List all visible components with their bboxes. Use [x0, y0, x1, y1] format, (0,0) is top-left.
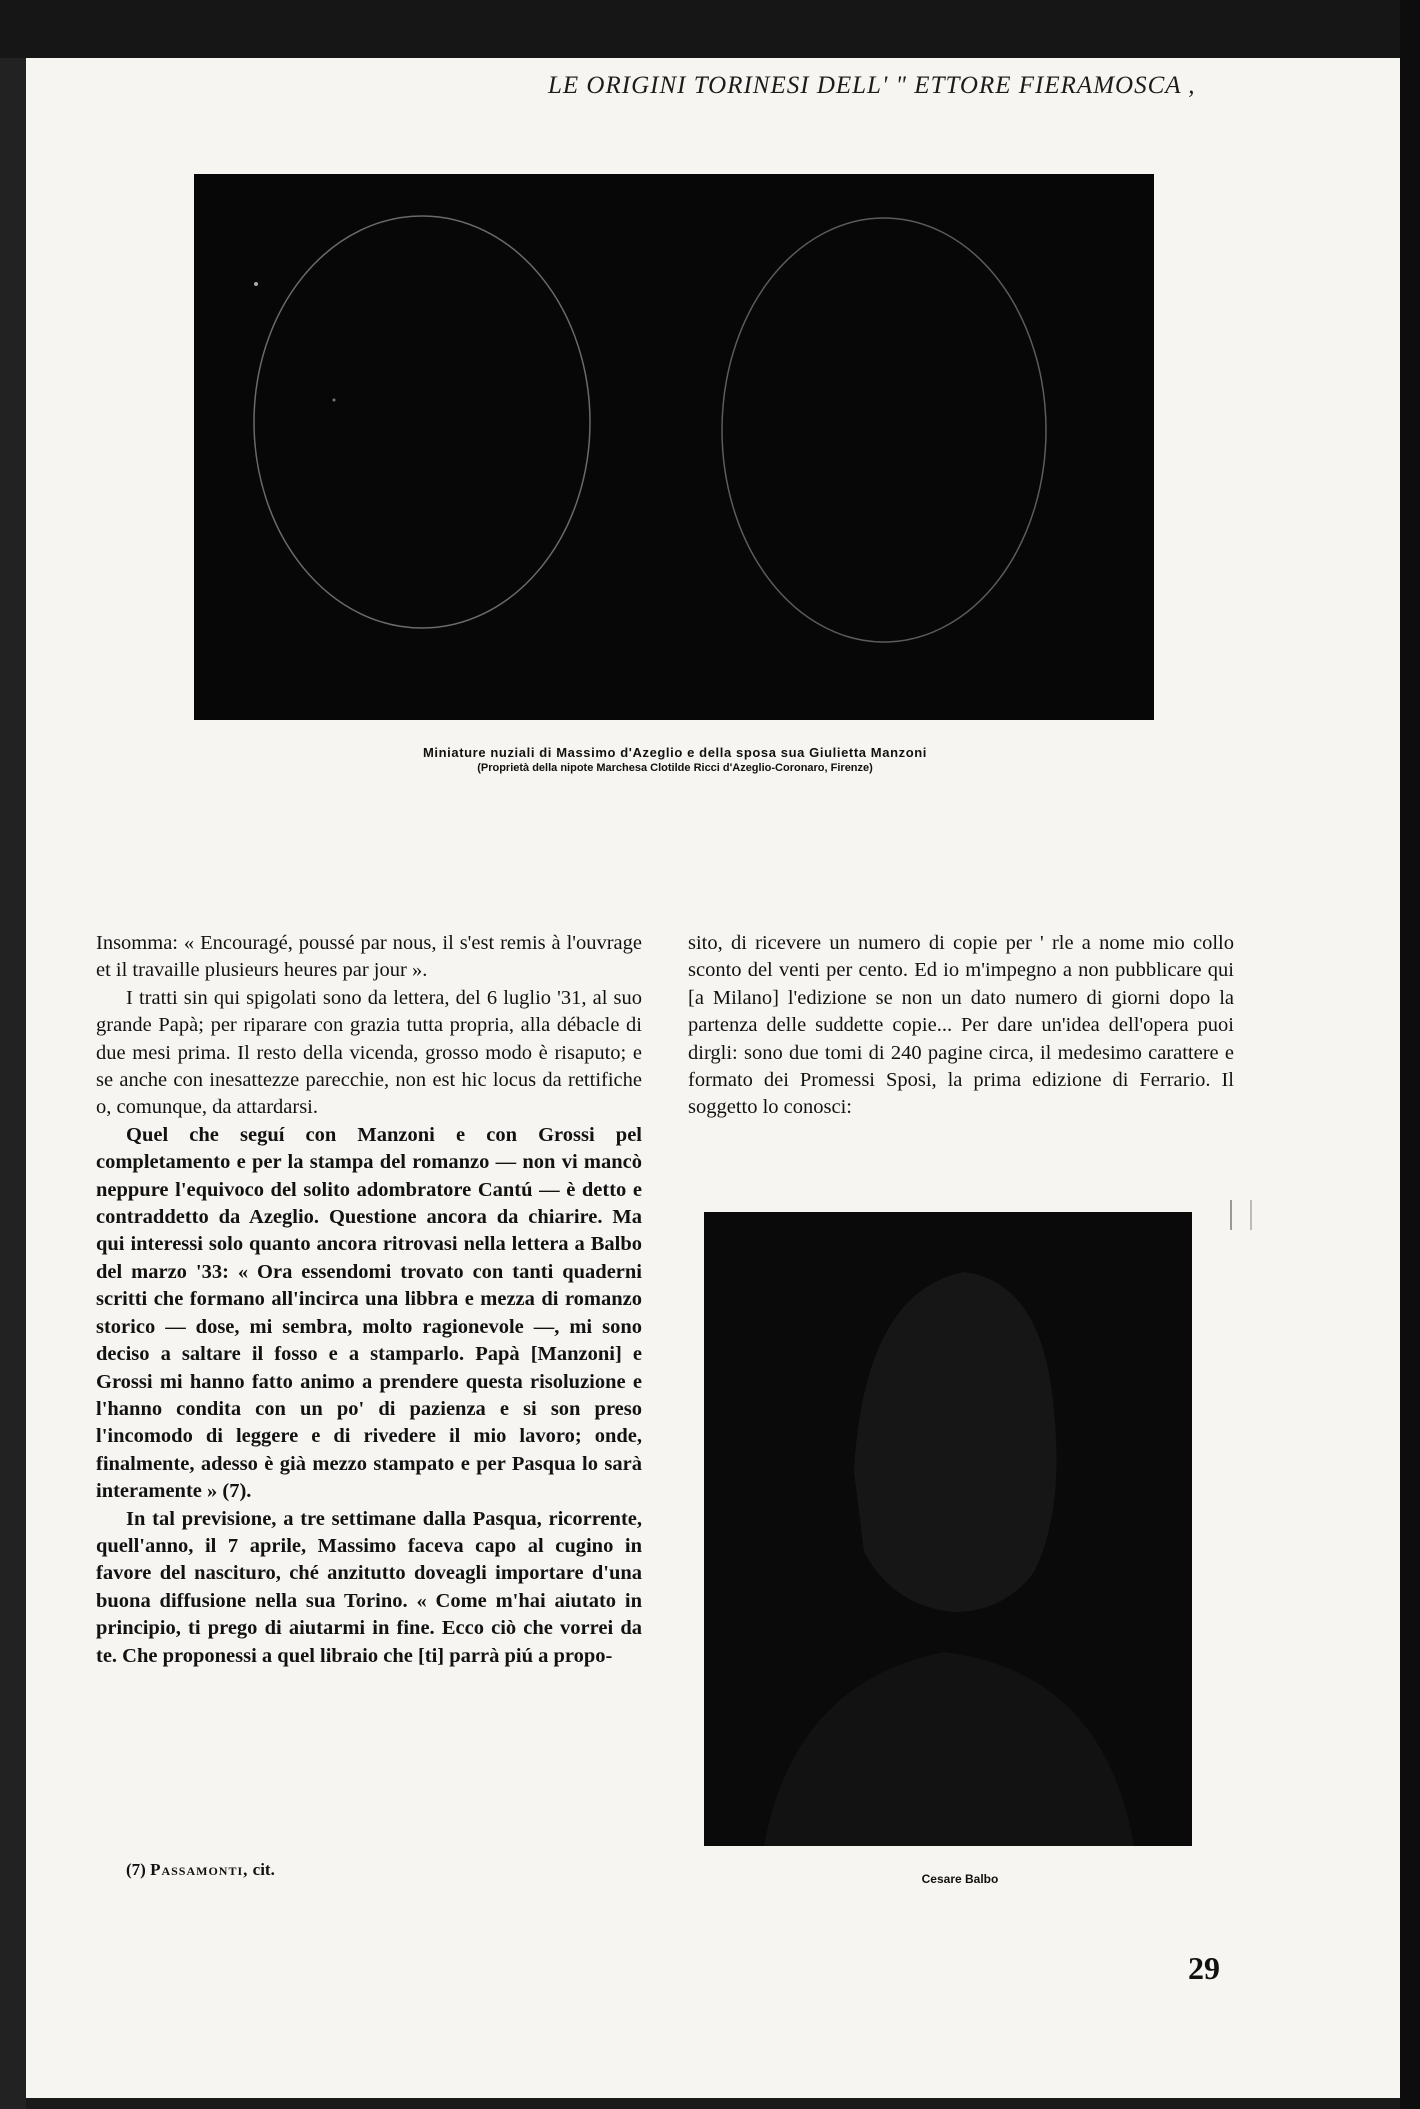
paragraph-continuation: sito, di ricevere un numero di copie per ' rle a nome mio collo sconto del venti per cento. Ed io m'impegno a non pubblicare qui [a Milano] l'edizione se non un dato numero di giorni dopo la partenza delle suddette copie... Per dare un'idea dell'opera puoi dirgli: sono due tomi di 240 pagine circa, il medesimo carattere e formato dei Promessi Sposi, la prima edizione di Ferrario. Il soggetto lo conosci:	[688, 932, 1234, 1119]
cesare-balbo-portrait	[704, 1212, 1192, 1846]
miniatures-caption	[180, 745, 1170, 774]
portrait-silhouette-icon	[704, 1212, 1192, 1846]
paragraph-3: Quel che seguí con Manzoni e con Grossi pel completamento e per la stampa del romanzo — non vi mancò neppure l'equivoco del solito adombratore Cantú — è detto e contraddetto da Azeglio. Questione ancora da chiarire. Ma qui interessi solo quanto ancora ritrovasi nella lettera a Balbo del marzo '33: « Ora essendomi trovato con tanti quaderni scritti che formano all'incirca una libbra e mezza di romanzo storico — dose, mi sembra, molto ragionevole —, mi sono deciso a saltare il fosso e a stamparlo. Papà [Manzoni] e Grossi mi hanno fatto animo a prendere questa risoluzione e l'hanno condita con un po' di pazienza e si son preso l'incomodo di leggere e di rivedere il mio lavoro; onde, finalmente, adesso è già mezzo stampato e per Pasqua lo sarà interamente » (7).	[96, 1123, 642, 1503]
margin-mark	[1230, 1200, 1252, 1230]
caption-line-2: (Proprietà della nipote Marchesa Clotilde Ricci d'Azeglio-Coronaro, Firenze)	[477, 762, 873, 774]
scan-right-edge	[1400, 0, 1420, 2109]
caption-line-1: Miniature nuziali di Massimo d'Azeglio e della sposa sua Giulietta Manzoni	[422, 745, 927, 760]
footnote	[126, 1860, 626, 1880]
scan-left-edge	[0, 0, 26, 2109]
running-head: LE ORIGINI TORINESI DELL' " ETTORE FIERAMOSCA ,	[548, 72, 1196, 99]
left-column	[96, 930, 642, 1670]
wedding-miniatures-photo	[194, 174, 1154, 720]
right-column	[688, 930, 1234, 1122]
paragraph-2: I tratti sin qui spigolati sono da lettera, del 6 luglio '31, al suo grande Papà; per riparare con grazia tutta propria, alla débacle di due mesi prima. Il resto della vicenda, grosso modo è risaputo; e se anche con inesattezze parecchie, non est hic locus da rettifiche o, comunque, da attardarsi.	[96, 986, 642, 1119]
footnote-rest: cit.	[252, 1860, 275, 1879]
paragraph-1: Insomma: « Encouragé, poussé par nous, il s'est remis à l'ouvrage et il travaille plusieurs heures par jour ».	[96, 932, 642, 982]
page-number: 29	[1188, 1950, 1220, 1986]
portrait-caption: Cesare Balbo	[921, 1872, 999, 1886]
footnote-number: (7)	[126, 1860, 146, 1879]
footnote-author: Passamonti,	[150, 1860, 249, 1879]
scan-top-edge	[0, 0, 1420, 58]
paragraph-4: In tal previsione, a tre settimane dalla Pasqua, ricorrente, quell'anno, il 7 aprile, Massimo faceva capo al cugino in favore del nascituro, ché anzitutto doveagli importare d'una buona diffusione nella sua Torino. « Come m'hai aiutato in principio, ti prego di aiutarmi in fine. Ecco ciò che vorrei da te. Che proponessi a quel libraio che [ti] parrà piú a propo-	[96, 1507, 642, 1667]
miniature-frames-icon	[194, 174, 1154, 720]
